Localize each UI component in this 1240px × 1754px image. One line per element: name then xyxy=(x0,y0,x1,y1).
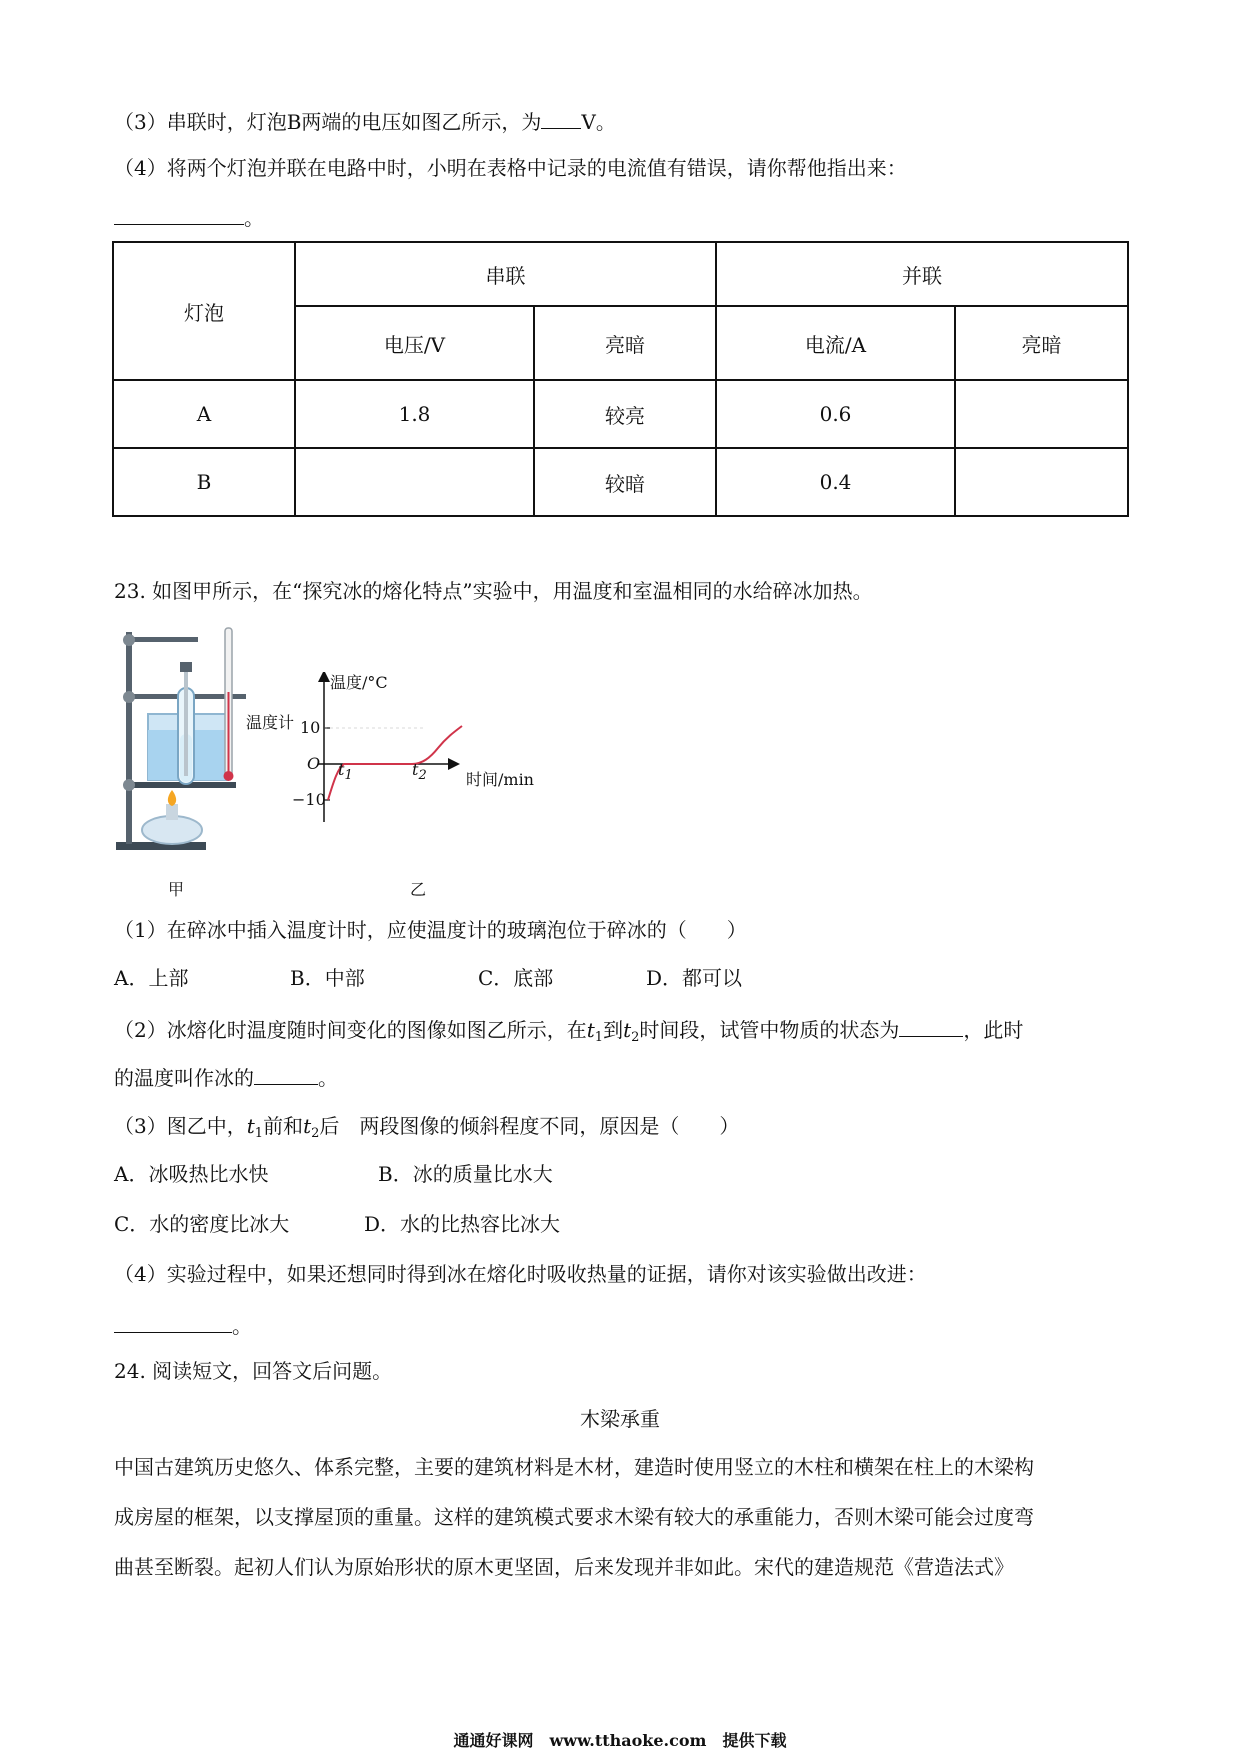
option-b[interactable]: B．中部 xyxy=(290,966,365,990)
option-d[interactable]: D．水的比热容比冰大 xyxy=(364,1212,561,1236)
tick-label-10: 10 xyxy=(300,718,321,737)
answer-blank[interactable] xyxy=(254,1062,318,1085)
q22-part4: （4）将两个灯泡并联在电路中时，小明在表格中记录的电流值有错误，请你帮他指出来： xyxy=(114,156,907,180)
cell-brightness-series: 较暗 xyxy=(534,448,716,516)
header-parallel: 并联 xyxy=(716,242,1128,306)
origin-label: O xyxy=(307,754,321,773)
stand-rod xyxy=(126,632,132,844)
cell-voltage: 1.8 xyxy=(295,380,534,448)
answer-blank[interactable] xyxy=(114,1310,232,1333)
temperature-time-graph xyxy=(296,672,556,832)
article-title: 木梁承重 xyxy=(580,1407,660,1431)
figure-caption-right: 乙 xyxy=(410,880,427,899)
thermometer-label: 温度计 xyxy=(246,713,295,732)
header-bulb: 灯泡 xyxy=(113,242,295,380)
x-axis-label: 时间/min xyxy=(466,770,534,789)
article-paragraph-line: 成房屋的框架，以支撑屋顶的重量。这样的建筑模式要求木梁有较大的承重能力，否则木梁可能会过度弯 xyxy=(114,1505,1034,1529)
option-c[interactable]: C．水的密度比冰大 xyxy=(114,1212,290,1236)
header-voltage: 电压/V xyxy=(295,306,534,380)
table-row xyxy=(113,448,1128,516)
cell-bulb: B xyxy=(113,448,295,516)
q23-part3: （3）图乙中，$t_1$前和$t_2$后 两段图像的倾斜程度不同，原因是（ ） xyxy=(114,1114,740,1141)
data-table xyxy=(112,241,1129,517)
q23-part1: （1）在碎冰中插入温度计时，应使温度计的玻璃泡位于碎冰的（ ） xyxy=(114,918,747,942)
alcohol-lamp xyxy=(142,816,202,844)
flame xyxy=(168,790,176,806)
cell-brightness-parallel xyxy=(955,448,1128,516)
article-paragraph-line: 曲甚至断裂。起初人们认为原始形状的原木更坚固，后来发现并非如此。宋代的建造规范《营造法式》 xyxy=(114,1555,1014,1579)
q23-part2-line2: 的温度叫作冰的 。 xyxy=(114,1062,338,1092)
article-paragraph-line: 中国古建筑历史悠久、体系完整，主要的建筑材料是木材，建造时使用竖立的木柱和横架在柱上的木梁构 xyxy=(114,1455,1034,1479)
header-brightness-parallel: 亮暗 xyxy=(955,306,1128,380)
header-brightness-series: 亮暗 xyxy=(534,306,716,380)
option-c[interactable]: C．底部 xyxy=(478,966,554,990)
y-axis-label: 温度/°C xyxy=(330,673,388,692)
q22-part3: （3）串联时，灯泡B两端的电压如图乙所示，为 V。 xyxy=(114,106,616,136)
q24-stem: 24. 阅读短文，回答文后问题。 xyxy=(114,1359,393,1383)
answer-blank[interactable] xyxy=(541,106,581,129)
cell-bulb: A xyxy=(113,380,295,448)
q23-part4: （4）实验过程中，如果还想同时得到冰在熔化时吸收热量的证据，请你对该实验做出改进： xyxy=(114,1262,927,1286)
cell-voltage xyxy=(295,448,534,516)
header-current: 电流/A xyxy=(716,306,955,380)
cell-current: 0.6 xyxy=(716,380,955,448)
answer-blank[interactable] xyxy=(899,1014,963,1037)
t2-label: $t_2$ xyxy=(412,760,427,783)
t1-label: $t_1$ xyxy=(338,760,353,783)
q22-part4-answer: 。 xyxy=(114,202,264,232)
option-a[interactable]: A．冰吸热比水快 xyxy=(114,1162,269,1186)
q23-stem: 23. 如图甲所示，在“探究冰的熔化特点”实验中，用温度和室温相同的水给碎冰加热。 xyxy=(114,579,873,603)
footer-source: 通通好课网 www.tthaoke.com 提供下载 xyxy=(453,1731,787,1750)
cell-brightness-series: 较亮 xyxy=(534,380,716,448)
option-d[interactable]: D．都可以 xyxy=(646,966,743,990)
header-series: 串联 xyxy=(295,242,716,306)
q23-part2: （2）冰熔化时温度随时间变化的图像如图乙所示，在$t_1$到$t_2$时间段，试管中物质的状态为 ，此时 xyxy=(114,1014,1023,1048)
cell-current: 0.4 xyxy=(716,448,955,516)
q23-part4-answer: 。 xyxy=(114,1310,252,1340)
option-a[interactable]: A．上部 xyxy=(114,966,189,990)
table-row xyxy=(113,380,1128,448)
answer-blank[interactable] xyxy=(114,202,244,225)
cell-brightness-parallel xyxy=(955,380,1128,448)
tick-label-minus10: −10 xyxy=(292,790,326,809)
option-b[interactable]: B．冰的质量比水大 xyxy=(378,1162,553,1186)
figure-caption-left: 甲 xyxy=(168,880,185,899)
